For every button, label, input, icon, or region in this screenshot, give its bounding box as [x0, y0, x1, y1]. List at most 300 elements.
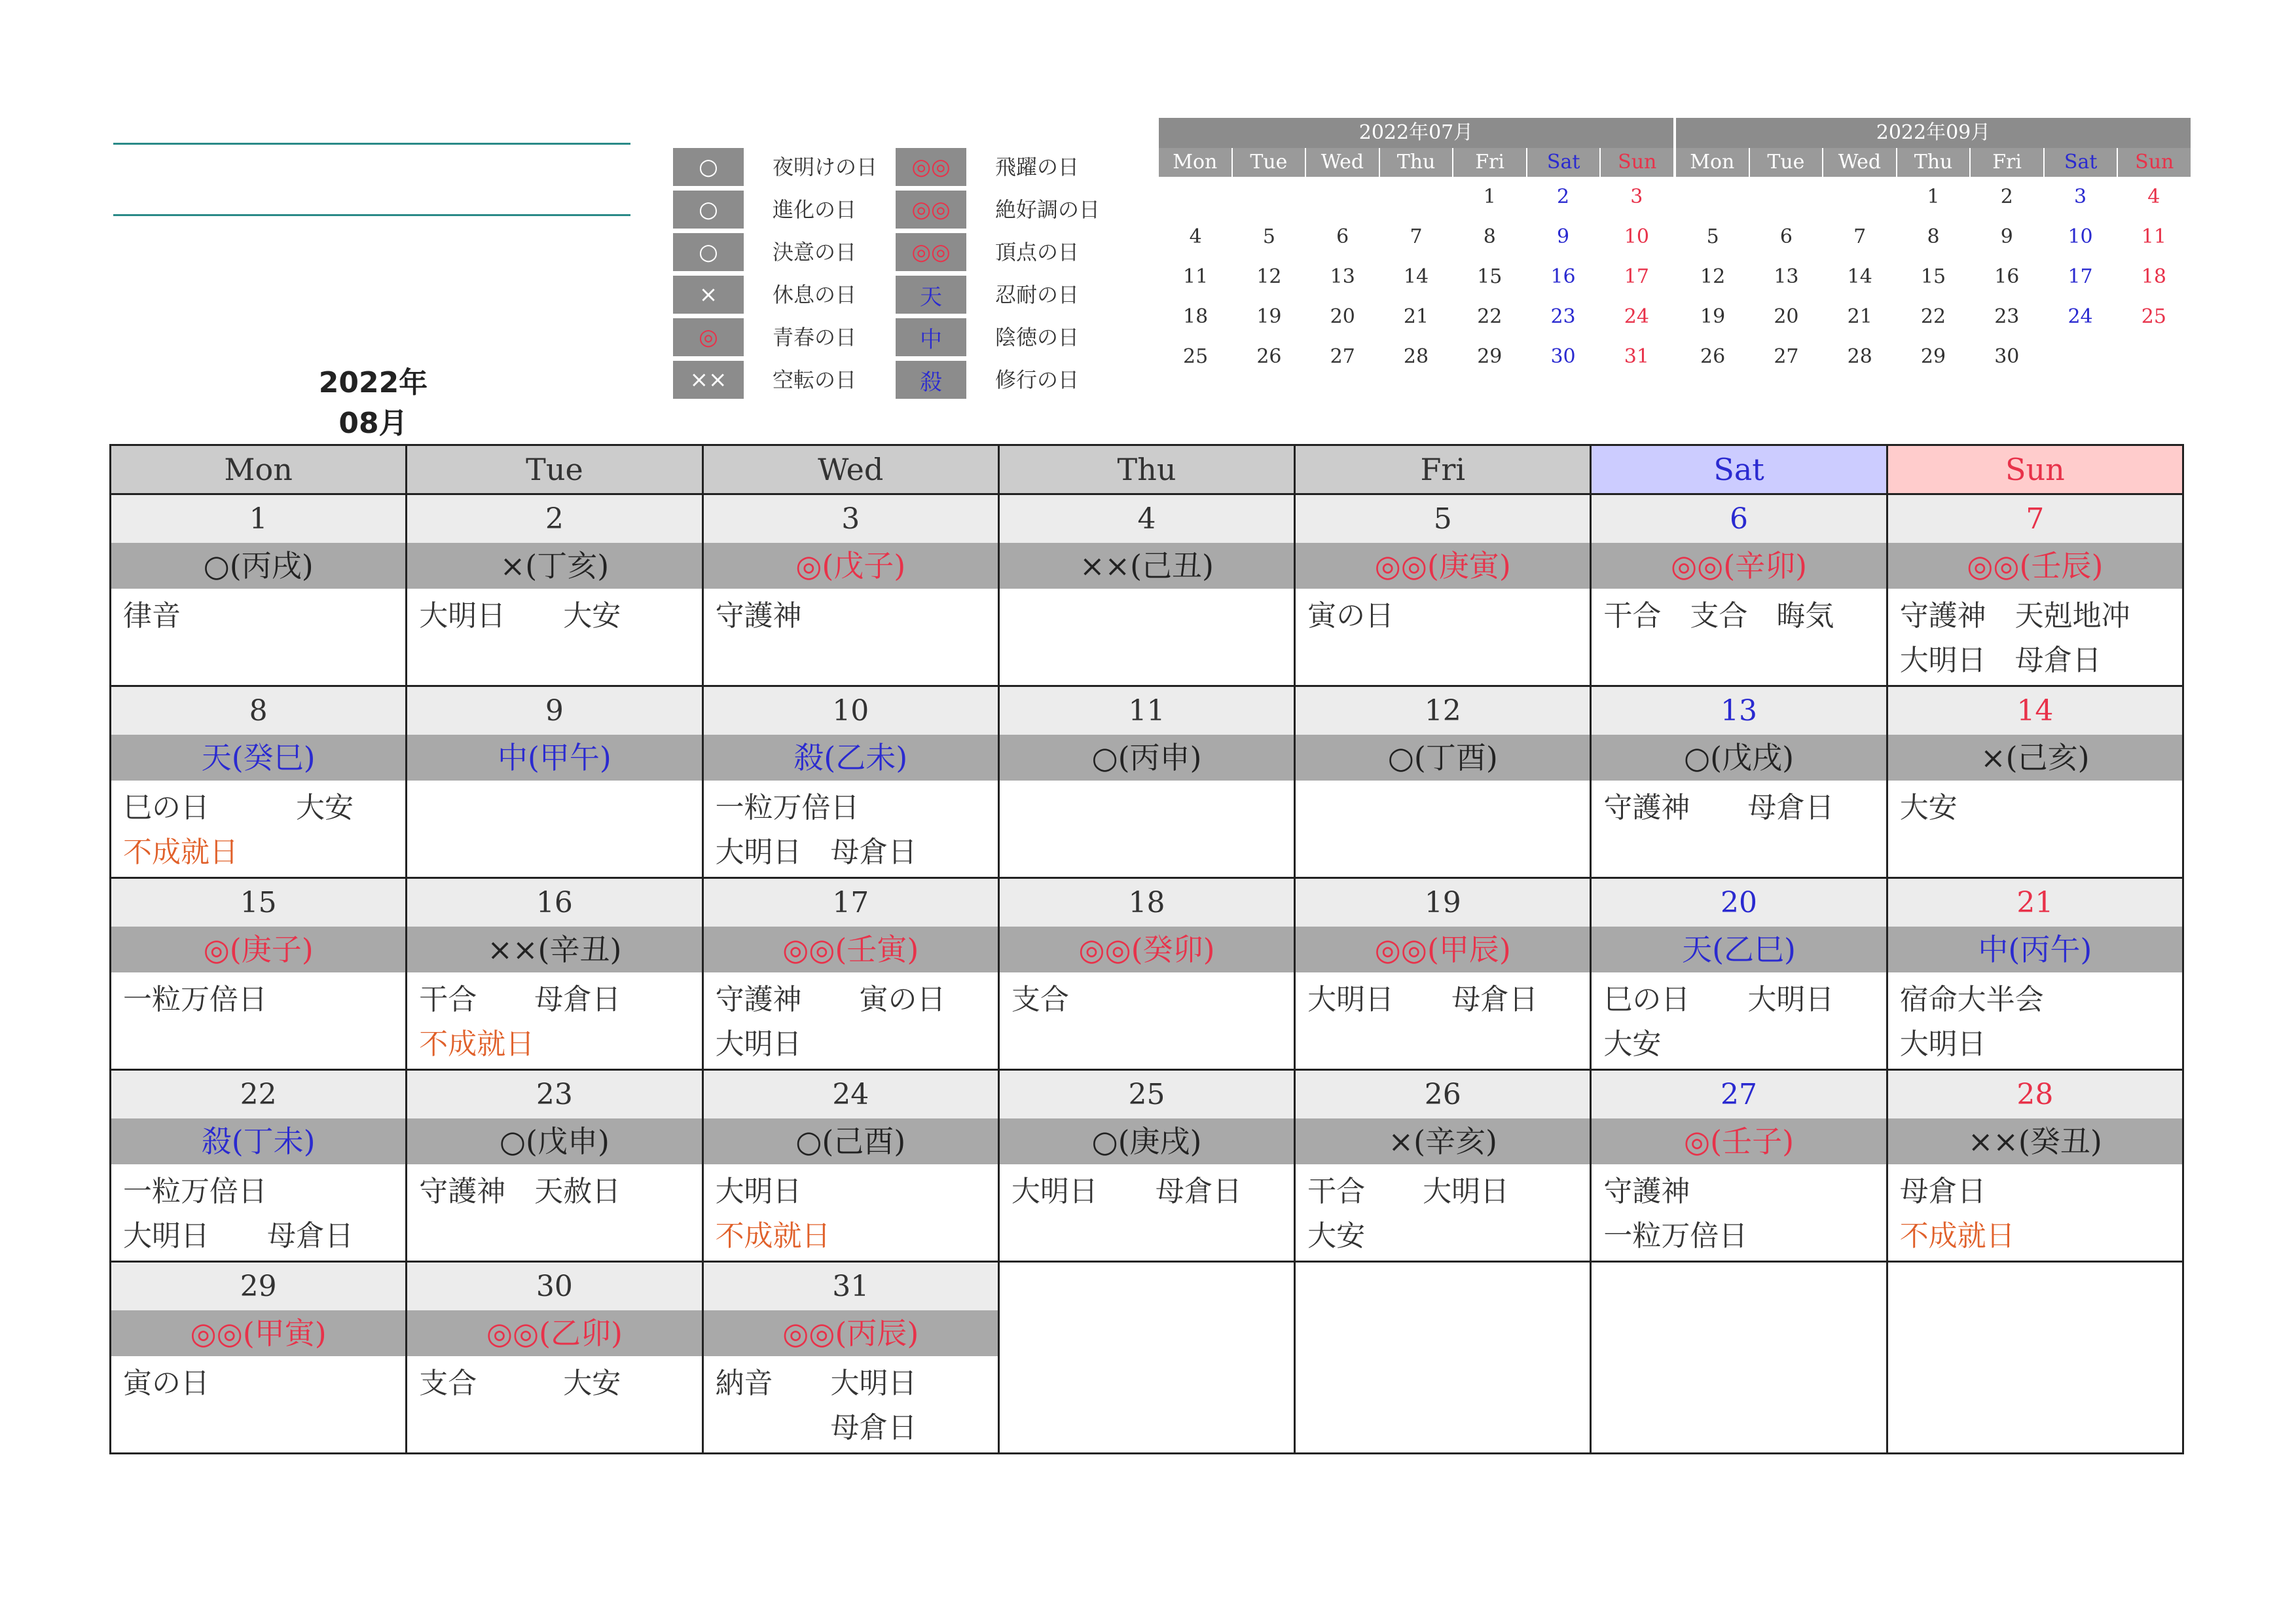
- day-note: 干合 大明日: [1307, 1175, 1510, 1208]
- day-number: 13: [1592, 687, 1886, 735]
- mini-date: 15: [1477, 265, 1503, 288]
- mini-weekday-thu: Thu: [1897, 148, 1971, 177]
- mini-weekday-tue: Tue: [1750, 148, 1824, 177]
- mini-weekday-row: [1676, 148, 2191, 177]
- mini-date: 19: [1700, 305, 1726, 328]
- day-notes: [111, 972, 405, 1027]
- mini-date: 25: [2141, 305, 2166, 328]
- weekday-fri: Fri: [1296, 446, 1592, 493]
- day-number: 8: [111, 687, 405, 735]
- mini-date: 21: [1403, 305, 1429, 328]
- mini-date: [1159, 177, 1232, 217]
- day-cell: [407, 1071, 703, 1261]
- day-note: 大明日: [715, 1027, 802, 1061]
- day-note: 一粒万倍日: [123, 983, 267, 1016]
- mini-date: [1749, 177, 1823, 217]
- day-number: 27: [1592, 1071, 1886, 1118]
- mini-date: 7: [1853, 225, 1867, 248]
- week-row: [111, 687, 2182, 879]
- day-cell: [1296, 1263, 1592, 1452]
- legend-icon: ○: [673, 233, 744, 271]
- weekday-header: [111, 446, 2182, 495]
- day-kanshi: 殺(丁未): [111, 1118, 405, 1164]
- day-note: 大明日 母倉日: [1011, 1175, 1242, 1208]
- year-title: 2022年: [318, 366, 428, 399]
- unlucky-day-note: 不成就日: [123, 836, 238, 869]
- day-number: 25: [1000, 1071, 1294, 1118]
- day-note: 宿命大半会: [1899, 983, 2044, 1016]
- mini-date: 4: [2147, 185, 2160, 208]
- mini-weekday-sun: Sun: [1601, 148, 1673, 177]
- mini-weekday-wed: Wed: [1823, 148, 1897, 177]
- day-kanshi: ◎◎(乙卯): [407, 1310, 701, 1356]
- day-cell: [1592, 495, 1887, 685]
- day-note: 大安: [1307, 1219, 1366, 1253]
- mini-date: 23: [1550, 305, 1576, 328]
- mini-date: 13: [1774, 265, 1799, 288]
- day-notes: [111, 1164, 405, 1261]
- mini-date: 11: [1183, 265, 1209, 288]
- day-notes: [704, 1356, 998, 1452]
- day-note: 守護神 寅の日: [715, 983, 946, 1016]
- day-cell: [1592, 687, 1887, 877]
- legend-icon: ◎◎: [896, 191, 966, 229]
- mini-date: 30: [1994, 345, 2020, 368]
- day-cell: [111, 879, 407, 1069]
- day-number: 23: [407, 1071, 701, 1118]
- week-row: [111, 495, 2182, 687]
- mini-weekday-mon: Mon: [1676, 148, 1750, 177]
- day-kanshi: ◎◎(庚寅): [1296, 543, 1590, 589]
- day-note: 巳の日 大安: [123, 791, 354, 824]
- day-cell: [704, 1263, 1000, 1452]
- day-notes: [704, 589, 998, 644]
- day-note: 母倉日: [1899, 1175, 1986, 1208]
- mini-calendar-title: 2022年09月: [1676, 118, 2191, 148]
- day-note: 守護神 天剋地冲: [1899, 599, 2130, 633]
- mini-date: 19: [1256, 305, 1282, 328]
- day-note: 母倉日: [715, 1411, 917, 1445]
- day-kanshi: ◎(戊子): [704, 543, 998, 589]
- legend-icon: ×: [673, 276, 744, 314]
- legend-label: 進化の日: [773, 197, 857, 222]
- month-title: 08月: [338, 407, 408, 440]
- mini-date: 3: [1630, 185, 1643, 208]
- day-kanshi: 天(癸巳): [111, 735, 405, 781]
- mini-calendar-next: [1676, 118, 2191, 377]
- day-kanshi: ××(辛丑): [407, 927, 701, 972]
- week-row: [111, 1071, 2182, 1263]
- mini-weekday-tue: Tue: [1233, 148, 1307, 177]
- mini-calendar-prev: [1159, 118, 1673, 377]
- mini-date: 1: [1927, 185, 1940, 208]
- day-cell: [1296, 1071, 1592, 1261]
- day-number: 9: [407, 687, 701, 735]
- mini-date: 2: [1557, 185, 1570, 208]
- day-cell: [1296, 687, 1592, 877]
- day-kanshi: 殺(乙未): [704, 735, 998, 781]
- mini-date: 14: [1847, 265, 1872, 288]
- day-notes: [1296, 972, 1590, 1027]
- day-kanshi: ×(丁亥): [407, 543, 701, 589]
- unlucky-day-note: 不成就日: [419, 1027, 535, 1061]
- day-number: 1: [111, 495, 405, 543]
- day-notes: [407, 972, 701, 1069]
- mini-date: 28: [1403, 345, 1429, 368]
- day-notes: [1888, 972, 2182, 1069]
- mini-date: 10: [1624, 225, 1649, 248]
- day-kanshi: ○(丙申): [1000, 735, 1294, 781]
- day-number: 3: [704, 495, 998, 543]
- day-note: 大明日: [1899, 1027, 1986, 1061]
- day-note: 支合: [1011, 983, 1069, 1016]
- day-cell: [407, 687, 703, 877]
- day-note: 寅の日: [1307, 599, 1394, 633]
- mini-date: 18: [2141, 265, 2166, 288]
- day-kanshi: ○(己酉): [704, 1118, 998, 1164]
- mini-weekday-fri: Fri: [1971, 148, 2045, 177]
- weekday-sat: Sat: [1592, 446, 1887, 493]
- day-notes: [1000, 589, 1294, 599]
- day-number: 2: [407, 495, 701, 543]
- day-notes: [1000, 972, 1294, 1027]
- mini-date-grid: [1159, 177, 1673, 377]
- mini-date: [2117, 337, 2191, 377]
- legend-icon: 天: [896, 276, 966, 314]
- mini-date: 7: [1410, 225, 1423, 248]
- legend-label: 絶好調の日: [995, 197, 1101, 222]
- legend-icon: ◎◎: [896, 148, 966, 186]
- day-number: 14: [1888, 687, 2182, 735]
- mini-weekday-mon: Mon: [1159, 148, 1233, 177]
- day-kanshi: ◎(壬子): [1592, 1118, 1886, 1164]
- mini-date: [2043, 337, 2117, 377]
- mini-date: 17: [2068, 265, 2093, 288]
- day-kanshi: ××(己丑): [1000, 543, 1294, 589]
- day-notes: [1296, 589, 1590, 644]
- mini-date: 26: [1256, 345, 1282, 368]
- day-note: 大明日 大安: [419, 599, 621, 633]
- mini-weekday-thu: Thu: [1380, 148, 1454, 177]
- mini-weekday-wed: Wed: [1306, 148, 1380, 177]
- day-kanshi: ◎◎(壬辰): [1888, 543, 2182, 589]
- day-cell: [407, 495, 703, 685]
- day-note: 干合 母倉日: [419, 983, 621, 1016]
- day-kanshi: ◎(庚子): [111, 927, 405, 972]
- day-cell: [111, 1071, 407, 1261]
- day-number: 19: [1296, 879, 1590, 927]
- day-notes: [1000, 1164, 1294, 1219]
- mini-date: 16: [1994, 265, 2020, 288]
- day-note: 納音 大明日: [715, 1367, 917, 1400]
- day-cell: [1888, 1071, 2182, 1261]
- day-note: 律音: [123, 599, 181, 633]
- mini-date: 2: [2000, 185, 2013, 208]
- day-number: 4: [1000, 495, 1294, 543]
- day-notes: [1888, 781, 2182, 836]
- day-cell: [1592, 1263, 1887, 1452]
- mini-date: 26: [1700, 345, 1726, 368]
- day-note: 巳の日 大明日: [1603, 983, 1834, 1016]
- memo-line-2: [113, 214, 630, 216]
- weekday-thu: Thu: [1000, 446, 1296, 493]
- mini-date: 22: [1477, 305, 1503, 328]
- day-cell: [704, 495, 1000, 685]
- day-number: 20: [1592, 879, 1886, 927]
- day-notes: [407, 1164, 701, 1219]
- mini-weekday-fri: Fri: [1453, 148, 1527, 177]
- memo-line-1: [113, 143, 630, 145]
- month-calendar: [109, 444, 2184, 1454]
- mini-date: 21: [1847, 305, 1872, 328]
- day-note: 寅の日: [123, 1367, 210, 1400]
- day-notes: [1592, 972, 1886, 1069]
- mini-date: 16: [1550, 265, 1576, 288]
- week-row: [111, 1263, 2182, 1452]
- day-notes: [704, 781, 998, 877]
- day-cell: [111, 495, 407, 685]
- mini-date: 6: [1336, 225, 1349, 248]
- mini-date: 15: [1920, 265, 1946, 288]
- day-number: 10: [704, 687, 998, 735]
- mini-calendar-title: 2022年07月: [1159, 118, 1673, 148]
- day-kanshi: ◎◎(壬寅): [704, 927, 998, 972]
- day-kanshi: ○(庚戌): [1000, 1118, 1294, 1164]
- day-cell: [1888, 1263, 2182, 1452]
- mini-date: 24: [1624, 305, 1649, 328]
- day-note: 大明日 母倉日: [1307, 983, 1539, 1016]
- day-note: 干合 支合 晦気: [1603, 599, 1834, 633]
- mini-date: 17: [1624, 265, 1649, 288]
- day-cell: [1000, 687, 1296, 877]
- day-number: 22: [111, 1071, 405, 1118]
- day-number: 17: [704, 879, 998, 927]
- legend-label: 頂点の日: [995, 240, 1080, 265]
- day-note: 大明日 母倉日: [123, 1219, 354, 1253]
- day-cell: [1000, 495, 1296, 685]
- mini-date: 10: [2068, 225, 2093, 248]
- mini-date: 22: [1920, 305, 1946, 328]
- day-kanshi: ××(癸丑): [1888, 1118, 2182, 1164]
- legend-label: 決意の日: [773, 240, 857, 265]
- mini-date: [1676, 177, 1749, 217]
- day-cell: [1000, 879, 1296, 1069]
- day-number: 15: [111, 879, 405, 927]
- day-notes: [1296, 781, 1590, 791]
- mini-date: [1823, 177, 1897, 217]
- day-number: 11: [1000, 687, 1294, 735]
- day-notes: [111, 781, 405, 877]
- day-note: 守護神 天赦日: [419, 1175, 621, 1208]
- weekday-sun: Sun: [1888, 446, 2182, 493]
- mini-date: 27: [1774, 345, 1799, 368]
- weekday-mon: Mon: [111, 446, 407, 493]
- day-cell: [1000, 1263, 1296, 1452]
- day-note: 大安: [1603, 1027, 1662, 1061]
- day-cell: [1888, 495, 2182, 685]
- day-number: 6: [1592, 495, 1886, 543]
- mini-date: 12: [1700, 265, 1726, 288]
- mini-date: 31: [1624, 345, 1649, 368]
- mini-date: 29: [1920, 345, 1946, 368]
- day-cell: [1592, 1071, 1887, 1261]
- mini-date: 30: [1550, 345, 1576, 368]
- mini-date: 27: [1330, 345, 1355, 368]
- legend-icon: 殺: [896, 361, 966, 399]
- day-kanshi: ○(丙戌): [111, 543, 405, 589]
- day-cell: [704, 879, 1000, 1069]
- day-kanshi: ○(丁酉): [1296, 735, 1590, 781]
- mini-date: [1306, 177, 1379, 217]
- day-note: 一粒万倍日: [715, 791, 860, 824]
- mini-date: 8: [1927, 225, 1940, 248]
- legend-icon: ○: [673, 191, 744, 229]
- day-number: 26: [1296, 1071, 1590, 1118]
- legend-icon: ○: [673, 148, 744, 186]
- day-kanshi: ◎◎(辛卯): [1592, 543, 1886, 589]
- legend-icon: ××: [673, 361, 744, 399]
- day-number: 16: [407, 879, 701, 927]
- mini-date: 9: [2000, 225, 2013, 248]
- week-row: [111, 879, 2182, 1071]
- day-notes: [1888, 589, 2182, 685]
- mini-date: 20: [1774, 305, 1799, 328]
- day-note: 大明日: [715, 1175, 802, 1208]
- day-cell: [1000, 1071, 1296, 1261]
- mini-date: 24: [2068, 305, 2093, 328]
- mini-date: 5: [1262, 225, 1275, 248]
- mini-date: 5: [1706, 225, 1719, 248]
- mini-date: 4: [1189, 225, 1202, 248]
- unlucky-day-note: 不成就日: [1899, 1219, 2015, 1253]
- day-notes: [407, 589, 701, 644]
- day-kanshi: ×(辛亥): [1296, 1118, 1590, 1164]
- day-note: 支合 大安: [419, 1367, 621, 1400]
- legend-label: 夜明けの日: [773, 155, 878, 179]
- day-cell: [1592, 879, 1887, 1069]
- day-notes: [407, 1356, 701, 1411]
- day-note: 大安: [1899, 791, 1958, 824]
- day-cell: [704, 687, 1000, 877]
- mini-date: 1: [1483, 185, 1496, 208]
- day-cell: [111, 1263, 407, 1452]
- legend-label: 修行の日: [995, 367, 1080, 392]
- legend-icon: ◎◎: [896, 233, 966, 271]
- day-number: 18: [1000, 879, 1294, 927]
- day-number: 30: [407, 1263, 701, 1310]
- day-cell: [1888, 879, 2182, 1069]
- legend-label: 青春の日: [773, 325, 857, 350]
- legend-label: 陰徳の日: [995, 325, 1080, 350]
- day-kanshi: ◎◎(癸卯): [1000, 927, 1294, 972]
- mini-date: 13: [1330, 265, 1355, 288]
- day-note: 守護神: [715, 599, 802, 633]
- mini-date: 20: [1330, 305, 1355, 328]
- day-kanshi: 天(乙巳): [1592, 927, 1886, 972]
- day-notes: [704, 1164, 998, 1261]
- mini-date: 12: [1256, 265, 1282, 288]
- mini-date: 28: [1847, 345, 1872, 368]
- day-notes: [1592, 589, 1886, 644]
- day-cell: [1296, 495, 1592, 685]
- day-note: 大明日 母倉日: [1899, 644, 2102, 677]
- mini-date: [1379, 177, 1453, 217]
- day-number: 29: [111, 1263, 405, 1310]
- mini-date: [1232, 177, 1305, 217]
- legend-label: 飛躍の日: [995, 155, 1080, 179]
- day-number: 5: [1296, 495, 1590, 543]
- day-notes: [1000, 781, 1294, 791]
- legend-icon: ◎: [673, 318, 744, 356]
- day-note: 大明日 母倉日: [715, 836, 917, 869]
- day-number: 12: [1296, 687, 1590, 735]
- mini-date: 23: [1994, 305, 2020, 328]
- mini-date: 29: [1477, 345, 1503, 368]
- day-kanshi: ×(己亥): [1888, 735, 2182, 781]
- mini-weekday-sat: Sat: [2045, 148, 2119, 177]
- day-number: 21: [1888, 879, 2182, 927]
- mini-date: 6: [1779, 225, 1793, 248]
- mini-weekday-sat: Sat: [1527, 148, 1601, 177]
- day-note: 守護神 母倉日: [1603, 791, 1834, 824]
- day-cell: [111, 687, 407, 877]
- unlucky-day-note: 不成就日: [715, 1219, 831, 1253]
- day-notes: [111, 1356, 405, 1411]
- day-notes: [704, 972, 998, 1069]
- day-number: 31: [704, 1263, 998, 1310]
- mini-date-grid: [1676, 177, 2191, 377]
- day-cell: [1888, 687, 2182, 877]
- legend-label: 空転の日: [773, 367, 857, 392]
- legend-icon: 中: [896, 318, 966, 356]
- mini-weekday-row: [1159, 148, 1673, 177]
- mini-date: 18: [1183, 305, 1209, 328]
- day-notes: [1592, 781, 1886, 836]
- day-notes: [407, 781, 701, 791]
- weekday-tue: Tue: [407, 446, 703, 493]
- legend-label: 忍耐の日: [995, 282, 1080, 307]
- day-note: 一粒万倍日: [123, 1175, 267, 1208]
- mini-date: 8: [1483, 225, 1496, 248]
- weekday-wed: Wed: [704, 446, 1000, 493]
- mini-date: 11: [2141, 225, 2166, 248]
- day-number: 28: [1888, 1071, 2182, 1118]
- day-notes: [111, 589, 405, 644]
- mini-weekday-sun: Sun: [2118, 148, 2191, 177]
- mini-date: 3: [2074, 185, 2087, 208]
- day-kanshi: ◎◎(甲辰): [1296, 927, 1590, 972]
- day-notes: [1296, 1164, 1590, 1261]
- day-cell: [704, 1071, 1000, 1261]
- day-cell: [1296, 879, 1592, 1069]
- day-number: 7: [1888, 495, 2182, 543]
- legend-label: 休息の日: [773, 282, 857, 307]
- day-kanshi: ○(戊戌): [1592, 735, 1886, 781]
- day-notes: [1592, 1164, 1886, 1261]
- mini-date: 9: [1557, 225, 1570, 248]
- day-kanshi: ◎◎(甲寅): [111, 1310, 405, 1356]
- day-kanshi: ○(戊申): [407, 1118, 701, 1164]
- day-number: 24: [704, 1071, 998, 1118]
- day-kanshi: ◎◎(丙辰): [704, 1310, 998, 1356]
- day-cell: [407, 1263, 703, 1452]
- day-kanshi: 中(甲午): [407, 735, 701, 781]
- day-cell: [407, 879, 703, 1069]
- day-note: 守護神: [1603, 1175, 1690, 1208]
- mini-date: 14: [1403, 265, 1429, 288]
- mini-date: 25: [1183, 345, 1209, 368]
- day-note: 一粒万倍日: [1603, 1219, 1748, 1253]
